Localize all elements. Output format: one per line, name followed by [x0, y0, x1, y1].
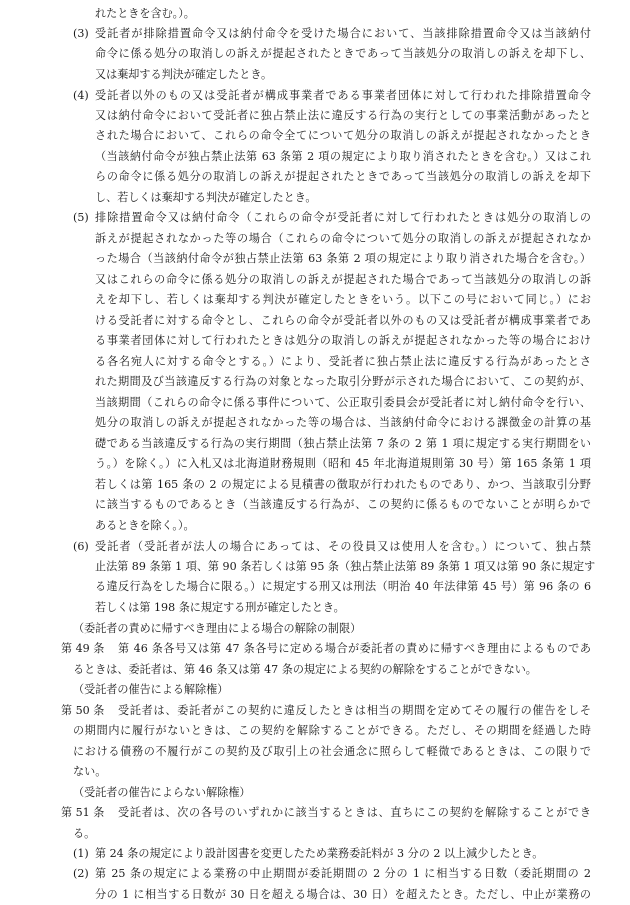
article-line: 受託者は、委託者がこの契約に違反したときは相当の期間を定めてその履行の催告をしそ [118, 704, 591, 717]
article-number: 第 51 条 [61, 806, 105, 819]
item-line: 命令に係る処分の取消しの訴えが提起されたときであって当該処分の取消しの訴えを却下し、 [95, 47, 591, 60]
item-line: 分の 1 に相当する日数が 30 日を超える場合は、30 日）を超えたとき。ただし、中止が業務の [95, 888, 591, 901]
item-line: に該当するものであるとき（当該違反する行為が、この契約に係るものでないことが明らかで [95, 498, 591, 511]
item-line: 処分の取消しの訴えが提起されなかった等の場合は、当該納付命令における課徴金の計算の基 [95, 416, 591, 429]
item-line: 受託者以外のもの又は受託者が構成事業者である事業者団体に対して行われた排除措置命令 [95, 89, 591, 102]
item-line: る各名宛人に対する命令とする。）により、受託者に独占禁止法に違反する行為があったとさ [95, 355, 591, 368]
item-line: し、若しくは棄却する判決が確定したとき。 [95, 191, 317, 204]
item-line: 受託者が排除措置命令又は納付命令を受けた場合において、当該排除措置命令又は当該納付 [95, 27, 591, 40]
article-line: の期間内に履行がないときは、この契約を解除することができる。ただし、その期間を経過した時 [73, 724, 591, 737]
item-number: (2) [73, 867, 89, 880]
item-line: 訴えが提起されなかった等の場合（これらの命令について処分の取消しの訴えが提起されなか [95, 232, 591, 245]
item-line: う。）を除く。）に入札又は北海道財務規則（昭和 45 年北海道規則第 30 号）第 165 条第 1 項 [95, 457, 591, 470]
item-line: えを却下し、若しくは棄却する判決が確定したときをいう。以下この号において同じ。）にお [95, 293, 591, 306]
article-number: 第 49 条 [61, 642, 105, 655]
article-line: ない。 [73, 765, 107, 778]
item-line: 止法第 89 条第 1 項、第 90 条若しくは第 95 条（独占禁止法第 89 条第 1 項又は第 90 条に規定す [95, 560, 596, 573]
article-heading: （受託者の催告による解除権） [73, 683, 229, 696]
item-number: (3) [73, 27, 89, 40]
item-line: 第 25 条の規定による業務の中止期間が委託期間の 2 分の 1 に相当する日数（委託期間の 2 [95, 867, 591, 880]
item-line: あるときを除く。）。 [95, 519, 195, 532]
article-line: 第 46 条各号又は第 47 条各号に定める場合が委託者の責めに帰すべき理由によるものであ [118, 642, 591, 655]
item-line: 又は納付命令において受託者に独占禁止法に違反する行為の実行としての事業活動があったと [95, 109, 591, 122]
item-line: れた期間及び当該違反する行為の対象となった取引分野が示された場合において、この契約が、 [95, 375, 591, 388]
item-line: 受託者（受託者が法人の場合にあっては、その役員又は使用人を含む。）について、独占禁 [95, 540, 591, 553]
item-line: らの命令に係る処分の取消しの訴えが提起されたときであって当該処分の取消しの訴えを却下 [95, 170, 591, 183]
item-line: 若しくは第 198 条に規定する刑が確定したとき。 [95, 601, 345, 614]
article-heading: （受託者の催告によらない解除権） [73, 786, 251, 799]
item-line: （当該納付命令が独占禁止法第 63 条第 2 項の規定により取り消されたときを含む。）又はこれ [95, 150, 591, 163]
carry-over-line: れたときを含む。）。 [95, 7, 195, 20]
item-line: 又はこれらの命令に係る処分の取消しの訴えが提起された場合であって当該処分の取消しの訴 [95, 273, 591, 286]
article-line: における債務の不履行がこの契約及び取引上の社会通念に照らして軽微であるときは、この限りで [73, 745, 591, 758]
item-line: 礎である当該違反する行為の実行期間（独占禁止法第 7 条の 2 第 1 項に規定する実行期間をい [95, 437, 591, 450]
item-number: (5) [73, 211, 89, 224]
item-line: 当該期間（これらの命令に係る事件について、公正取引委員会が受託者に対し納付命令を行い、 [95, 396, 591, 409]
item-line: された場合において、これらの命令全てについて処分の取消しの訴えが提起されなかったとき [95, 129, 591, 142]
item-line: 若しくは第 165 条の 2 の規定による見積書の徴取が行われたものであり、かつ、当該取引分野 [95, 478, 591, 491]
article-line: る。 [73, 827, 96, 840]
article-line: 受託者は、次の各号のいずれかに該当するときは、直ちにこの契約を解除することができ [118, 806, 591, 819]
article-line: るときは、委託者は、第 46 条又は第 47 条の規定による契約の解除をすることができない。 [73, 663, 537, 676]
item-line: 第 24 条の規定により設計図書を変更したため業務委託料が 3 分の 2 以上減少したとき。 [95, 847, 544, 860]
item-line: 又は棄却する判決が確定したとき。 [95, 68, 273, 81]
item-number: (1) [73, 847, 89, 860]
item-line: る事業者団体に対して行われたときは処分の取消しの訴えが提起されなかった等の場合におけ [95, 334, 591, 347]
item-line: った場合（当該納付命令が独占禁止法第 63 条第 2 項の規定により取り消された場合を含む。） [95, 252, 591, 265]
item-line: 排除措置命令又は納付命令（これらの命令が受託者に対して行われたときは処分の取消しの [95, 211, 591, 224]
item-line: る違反行為をした場合に限る。）に規定する刑又は刑法（明治 40 年法律第 45 号）第 96 条の 6 [95, 580, 591, 593]
item-number: (4) [73, 89, 89, 102]
item-number: (6) [73, 540, 89, 553]
item-line: ける受託者に対する命令とし、これらの命令が受託者以外のもの又は受託者が構成事業者であ [95, 314, 591, 327]
article-heading: （委託者の責めに帰すべき理由による場合の解除の制限） [73, 622, 362, 635]
article-number: 第 50 条 [61, 704, 105, 717]
